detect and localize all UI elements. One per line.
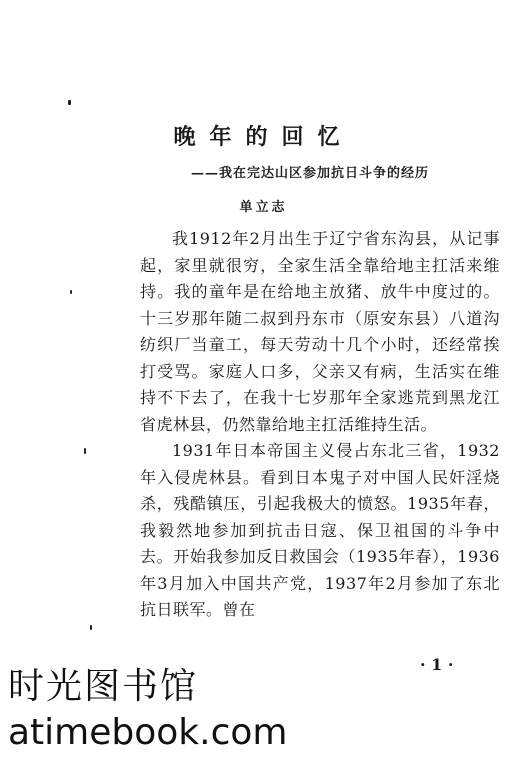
- watermark-text: 时光图书馆: [8, 666, 199, 707]
- author-name: 单立志: [239, 200, 288, 215]
- article-title: 晚年的回忆: [173, 124, 354, 150]
- margin-mark: [70, 290, 72, 294]
- paragraph: 我1912年2月出生于辽宁省东沟县，从记事起，家里就很穷，全家生活全靠给地主扛活来维持。我的童年是在给地主放猪、放牛中度过的。十三岁那年随二叔到丹东市（原安东县）八道沟纺织厂当童工，每天劳动十几个小时，还经常挨打受骂。家庭人口多，父亲又有病，生活实在维持不下去了，在我十七岁那年全家逃荒到黑龙江省虎林县，仍然靠给地主扛活维持生活。: [140, 229, 500, 434]
- watermark-url: atimebook.com: [8, 712, 288, 753]
- page-number: · 1 ·: [420, 655, 454, 674]
- margin-mark: [84, 448, 86, 454]
- article-body: [140, 226, 500, 624]
- margin-mark: [68, 100, 71, 105]
- paragraph: 1931年日本帝国主义侵占东北三省，1932年入侵虎林县。看到日本鬼子对中国人民奸淫烧杀，残酷镇压，引起我极大的愤怒。1935年春，我毅然地参加到抗击日寇、保卫祖国的斗争中去。开始我参加反日救国会（1935年春），1936年3月加入中国共产党，1937年2月参加了东北抗日联军。曾在: [140, 441, 500, 619]
- article-subtitle: ——我在完达山区参加抗日斗争的经历: [190, 166, 429, 181]
- margin-mark: [90, 625, 92, 630]
